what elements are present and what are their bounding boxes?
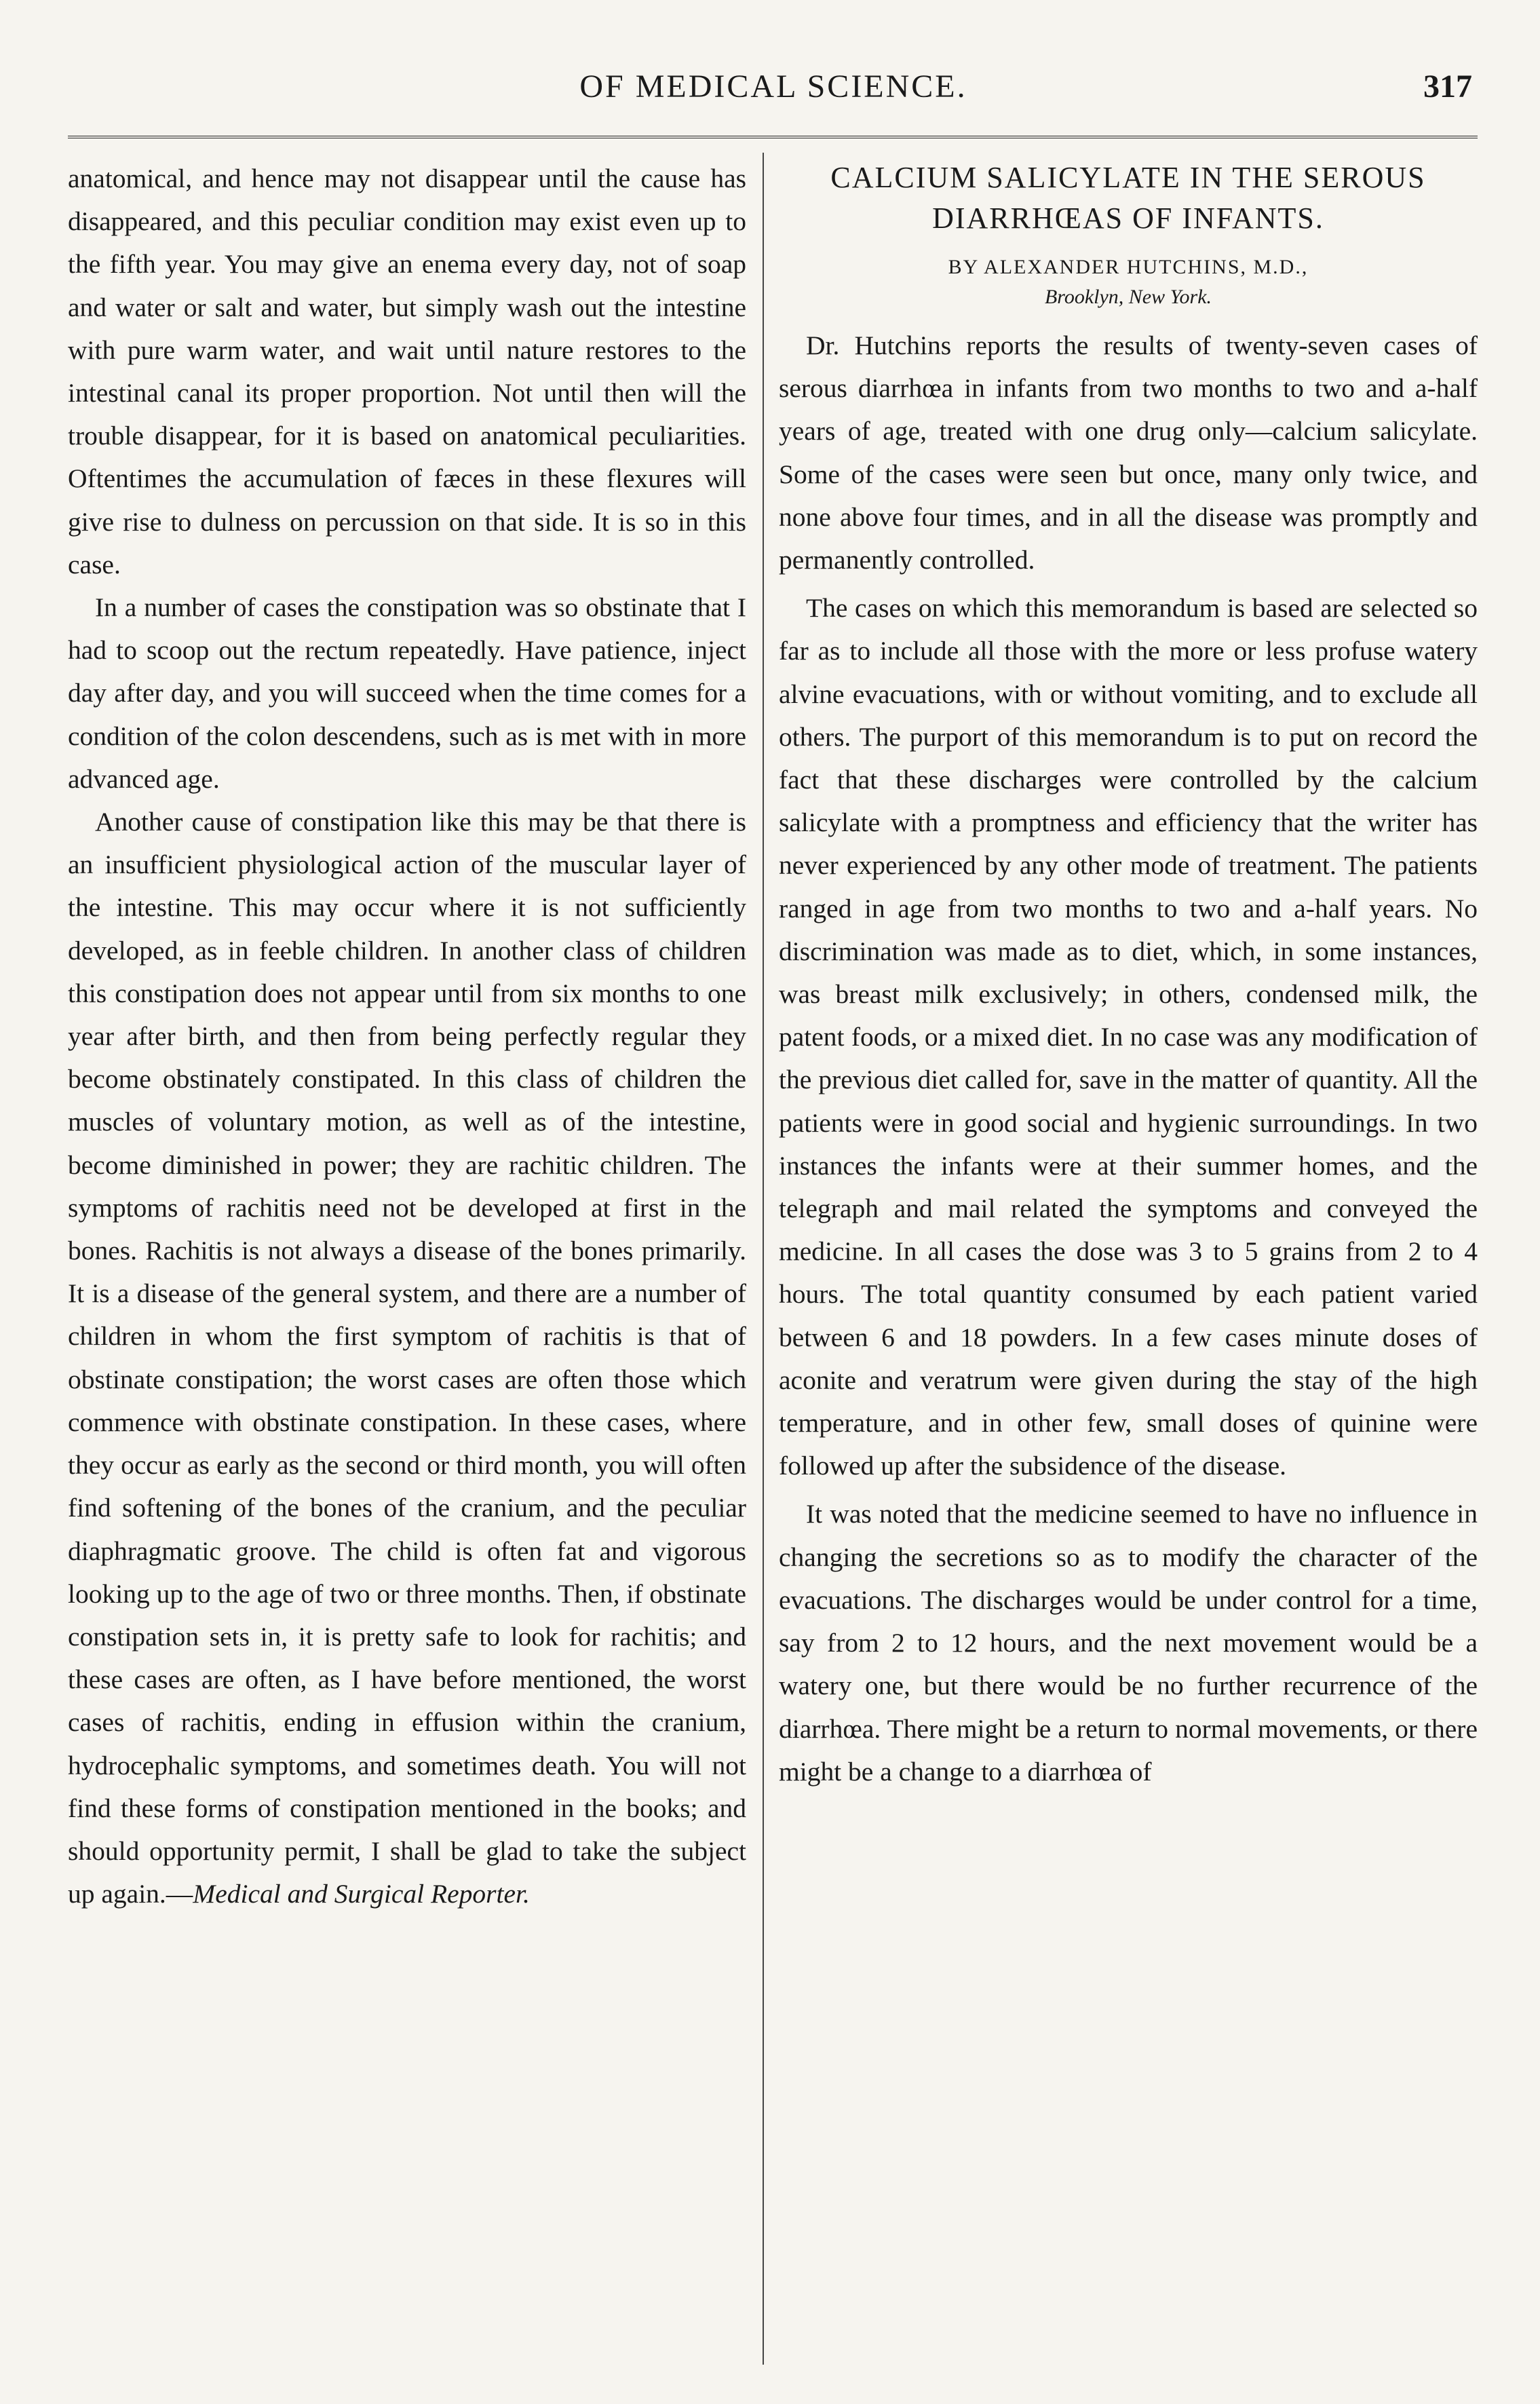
paragraph: anatomical, and hence may not disappear until the cause has disappeared, and this peculiar condition may exist even up to the fifth year. You may give an enema every day, not of soap and water or salt and water, but simply wash out the intestine with pure warm water, and wait until nature restores to the intestinal canal its proper proportion. Not until then will the trouble disappear, for it is based on anatomical peculiarities. Oftentimes the accumulation of fæces in these flexures will give rise to dulness on percussion on that side. It is so in this case. — [68, 164, 746, 579]
left-column — [68, 157, 746, 1915]
author-byline: BY ALEXANDER HUTCHINS, M.D., — [948, 256, 1309, 278]
paragraph: It was noted that the medicine seemed to have no influence in changing the secretions so as to modify the character of the evacuations. The discharges would be under control for a time, say from 2 to 12 hours, and the next movement would be a watery one, but there would be no further recurrence of the diarrhœa. There might be a return to normal movements, or there might be a change to a diarrhœa of — [779, 1499, 1478, 1787]
paragraph-text: Another cause of constipation like this may be that there is an insufficient physiological action of the muscular layer of the intestine. This may occur where it is not sufficiently developed, as in feeble children. In another class of children this constipation does not appear until from six months to one year after birth, and then from being perfectly regular they become obstinately constipated. In this class of children the muscles of voluntary motion, as well as of the intestine, become diminished in power; they are rachitic children. The symptoms of rachitis need not be developed at first in the bones. Rachitis is not always a disease of the bones primarily. It is a disease of the general system, and there are a number of children in whom the first symptom of rachitis is that of obstinate constipation; the worst cases are often those which commence with obstinate constipation. In these cases, where they occur as early as the second or third month, you will often find softening of the bones of the cranium, and the peculiar diaphragmatic groove. The child is often fat and vigorous looking up to the age of two or three months. Then, if obstinate constipation sets in, it is pretty safe to look for rachitis; and these cases are often, as I have before mentioned, the worst cases of rachitis, ending in effusion within the cranium, hydrocephalic symptoms, and sometimes death. You will not find these forms of constipation mentioned in the books; and should opportunity permit, I shall be glad to take the subject up again.— — [68, 807, 746, 1909]
right-column — [779, 157, 1478, 1793]
header-rule — [68, 136, 1478, 142]
column-divider — [763, 153, 764, 2365]
paragraph: The cases on which this memorandum is based are selected so far as to include all those with the more or less profuse watery alvine evacuations, with or without vomiting, and to exclude all others. The purport of this memorandum is to put on record the fact that these discharges were controlled by the calcium salicylate with a promptness and efficiency that the writer has never experienced by any other mode of treatment. The patients ranged in age from two months to two and a-half years. No discrimination was made as to diet, which, in some instances, was breast milk exclusively; in others, condensed milk, the patent foods, or a mixed diet. In no case was any modification of the previous diet called for, save in the matter of quantity. All the patients were in good social and hygienic surroundings. In two instances the infants were at their summer homes, and the telegraph and mail related the symptoms and conveyed the medicine. In all cases the dose was 3 to 5 grains from 2 to 4 hours. The total quantity consumed by each patient varied between 6 and 18 powders. In a few cases minute doses of aconite and veratrum were given during the stay of the high temperature, and in other few, small doses of quinine were followed up after the subsidence of the disease. — [779, 593, 1478, 1481]
paragraph — [68, 801, 746, 1915]
article-title: CALCIUM SALICYLATE IN THE SEROUS DIARRHŒAS OF INFANTS. — [830, 161, 1426, 235]
author-location: Brooklyn, New York. — [1044, 286, 1212, 308]
paragraph: Dr. Hutchins reports the results of twenty-seven cases of serous diarrhœa in infants from two months to two and a-half years of age, treated with one drug only—calcium salicylate. Some of the cases were seen but once, many only twice, and none above four times, and in all the disease was promptly and permanently controlled. — [779, 330, 1478, 575]
paragraph: In a number of cases the constipation was so obstinate that I had to scoop out the rectum repeatedly. Have patience, inject day after day, and you will succeed when the time comes for a condition of the colon descendens, such as is met with in more advanced age. — [68, 592, 746, 794]
running-title: OF MEDICAL SCIENCE. — [579, 69, 967, 104]
page-number: 317 — [1423, 69, 1472, 104]
running-head — [75, 68, 1472, 115]
source-citation: Medical and Surgical Reporter. — [193, 1879, 530, 1909]
